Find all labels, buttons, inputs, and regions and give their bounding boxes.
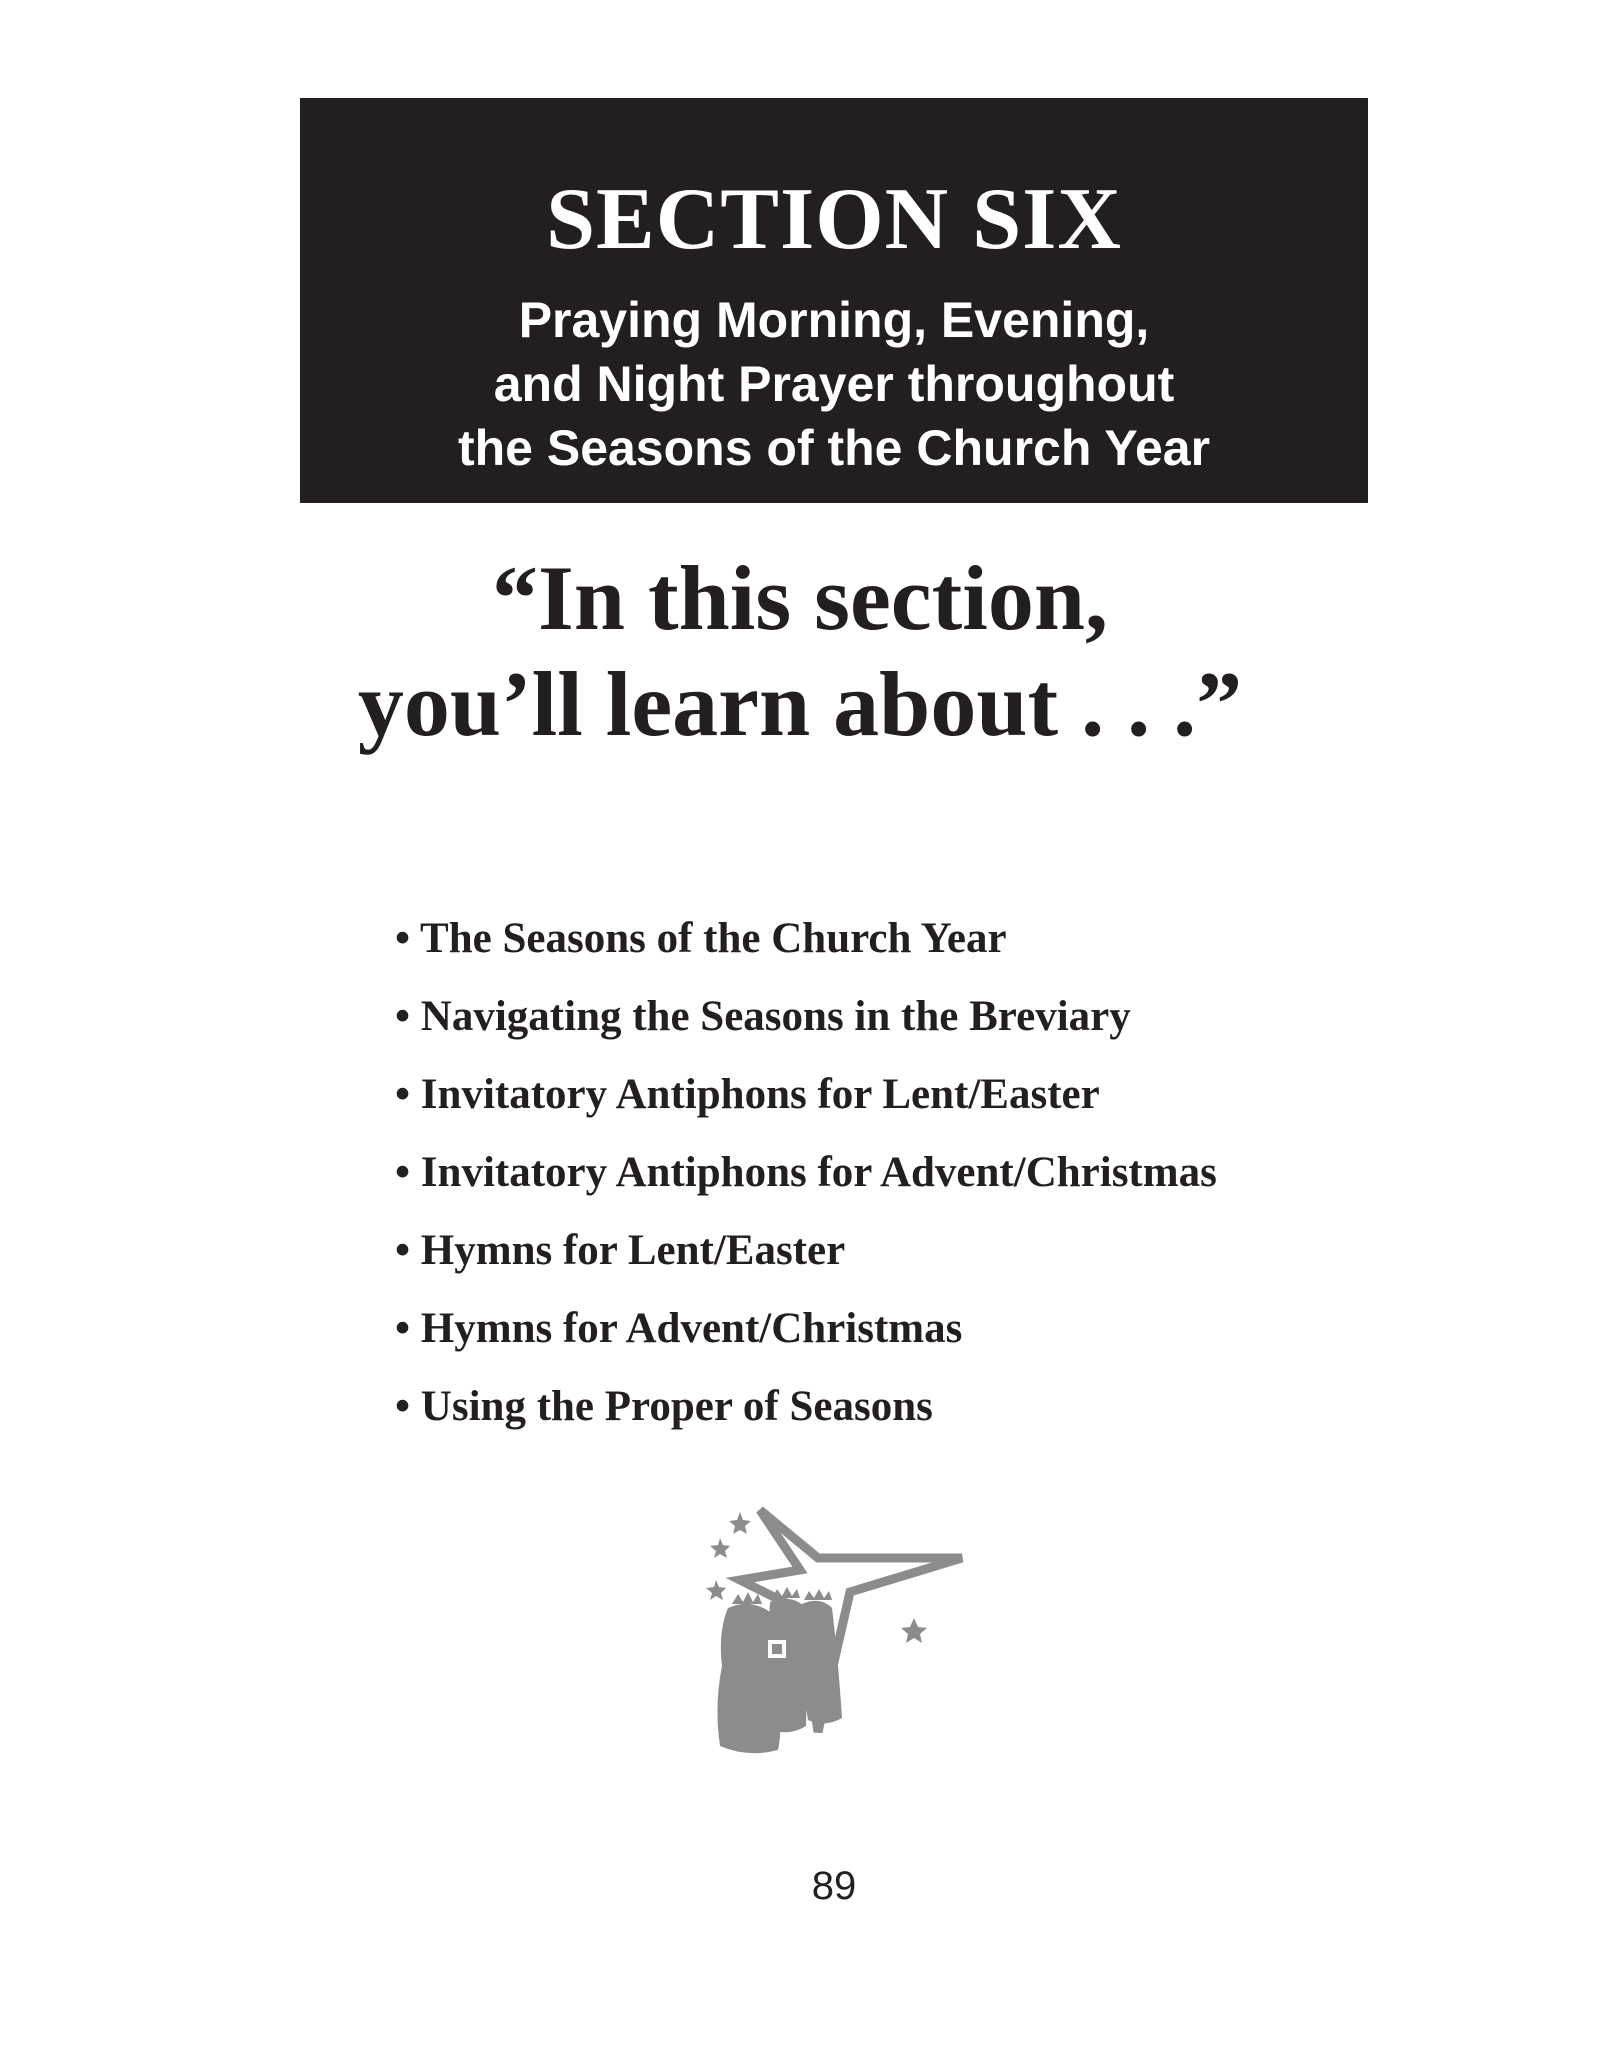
magi-star-icon	[700, 1500, 970, 1770]
intro-line: you’ll learn about . . .”	[357, 653, 1243, 755]
topic-item: • Invitatory Antiphons for Advent/Christmas	[395, 1149, 1217, 1196]
section-subtitle	[300, 288, 1368, 480]
topic-item: • Hymns for Lent/Easter	[395, 1227, 846, 1274]
intro-heading	[0, 545, 1600, 757]
topic-item: • Invitatory Antiphons for Lent/Easter	[395, 1071, 1100, 1118]
intro-line: “In this section,	[492, 547, 1108, 649]
section-subtitle-line: Praying Morning, Evening,	[518, 292, 1150, 348]
section-title: SECTION SIX	[546, 171, 1122, 268]
topic-list	[395, 900, 1217, 1446]
topic-item: • Navigating the Seasons in the Breviary	[395, 993, 1131, 1040]
section-subtitle-line: the Seasons of the Church Year	[457, 420, 1211, 476]
topic-item: • Hymns for Advent/Christmas	[395, 1305, 963, 1352]
section-banner	[300, 98, 1368, 503]
section-subtitle-line: and Night Prayer throughout	[493, 356, 1175, 412]
topic-item: • Using the Proper of Seasons	[395, 1383, 933, 1430]
page-number: 89	[811, 1864, 857, 1908]
topic-item: • The Seasons of the Church Year	[395, 915, 1007, 962]
